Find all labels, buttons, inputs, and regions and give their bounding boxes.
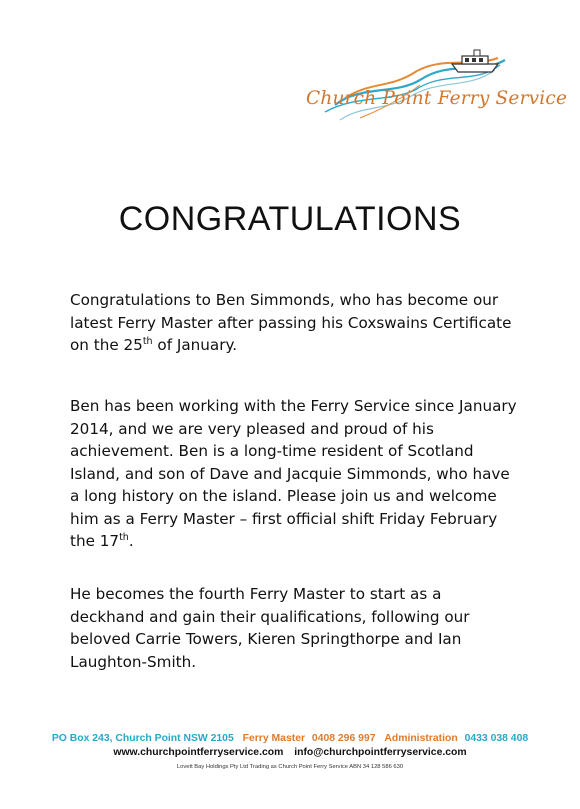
administration-label: Administration xyxy=(384,733,458,744)
letterhead-footer xyxy=(0,733,580,770)
email-link[interactable]: info@churchpointferryservice.com xyxy=(294,747,467,758)
ferry-master-phone: 0408 296 997 xyxy=(311,733,376,744)
web-line xyxy=(0,747,580,758)
ordinal-suffix: th xyxy=(119,531,129,543)
logo-wordmark: Church Point Ferry Service xyxy=(306,88,568,109)
legal-line: Lovett Bay Holdings Pty Ltd Trading as Church Point Ferry Service ABN 34 128 586 630 xyxy=(176,764,404,770)
paragraph-text: Congratulations to Ben Simmonds, who has become our latest Ferry Master after passing his Coxswains Certificate on the 25 xyxy=(70,291,512,354)
administration-phone: 0433 038 408 xyxy=(464,733,529,744)
paragraph-text: Ben has been working with the Ferry Service since January 2014, and we are very pleased and proud of his achievement. Ben is a long-time resident of Scotland Island, and son of Dave and Jacquie Simmonds, who have a long history on the island. Please join us and welcome him as a Ferry Master – first official shift Friday February the 17 xyxy=(70,397,517,550)
contact-line xyxy=(0,733,580,744)
page-title: CONGRATULATIONS xyxy=(118,200,462,238)
ferry-master-label: Ferry Master xyxy=(242,733,306,744)
ordinal-suffix: th xyxy=(142,335,153,347)
paragraph-background xyxy=(70,395,520,553)
paragraph-announcement xyxy=(70,289,520,357)
paragraph-text: of January. xyxy=(152,336,238,354)
website-link[interactable]: www.churchpointferryservice.com xyxy=(113,747,284,758)
postal-address: PO Box 243, Church Point NSW 2105 xyxy=(51,733,234,744)
company-logo xyxy=(300,40,568,135)
paragraph-text: . xyxy=(128,532,134,550)
paragraph-history: He becomes the fourth Ferry Master to start as a deckhand and gain their qualifications, following our beloved Carrie Towers, Kieren Springthorpe and Ian Laughton-Smith. xyxy=(70,585,470,671)
